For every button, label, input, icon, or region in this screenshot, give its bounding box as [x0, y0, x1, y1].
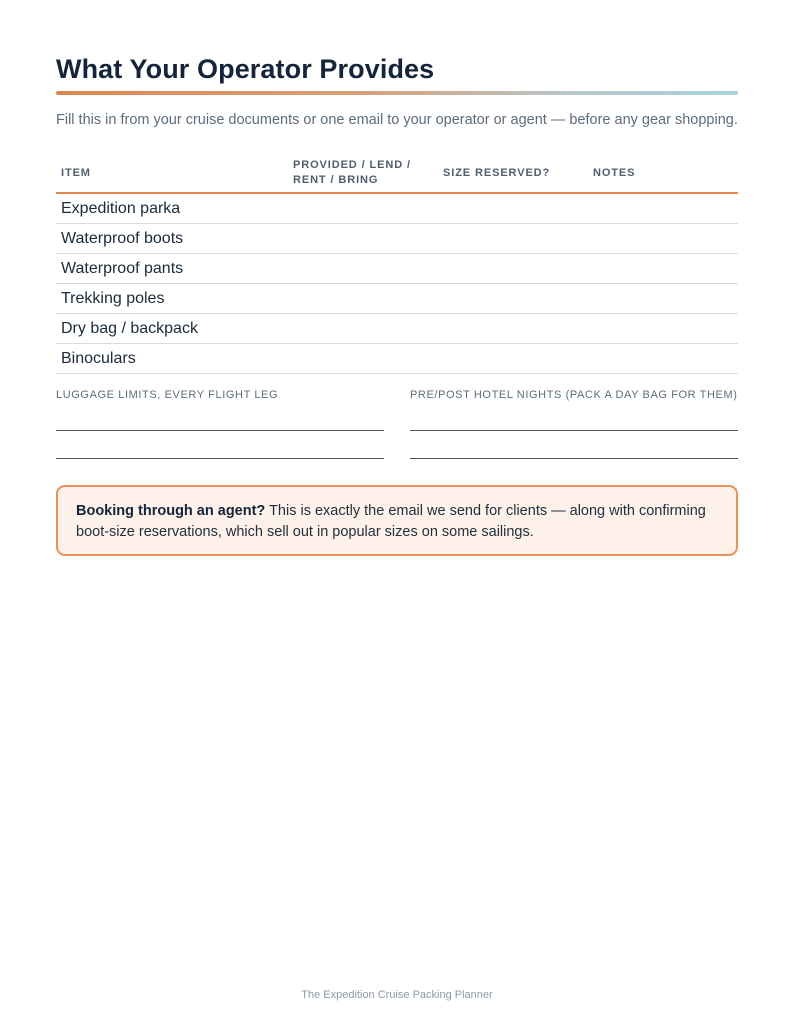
page-footer: The Expedition Cruise Packing Planner [301, 989, 493, 1001]
table-row [56, 224, 738, 254]
size-reserved-cell[interactable] [438, 344, 588, 374]
column-header-size-reserved: SIZE RESERVED? [438, 154, 588, 193]
hotel-nights-label: PRE/POST HOTEL NIGHTS (PACK A DAY BAG FOR THEM) [410, 389, 738, 401]
notes-cell[interactable] [588, 193, 738, 224]
size-reserved-cell[interactable] [438, 284, 588, 314]
table-row [56, 284, 738, 314]
size-reserved-cell[interactable] [438, 193, 588, 224]
size-reserved-cell[interactable] [438, 224, 588, 254]
provided-cell[interactable] [288, 284, 438, 314]
column-header-item: ITEM [56, 154, 288, 193]
table-row [56, 344, 738, 374]
luggage-limits-line-1[interactable] [56, 430, 384, 431]
gear-table [56, 154, 738, 374]
agent-callout [56, 485, 738, 556]
item-cell: Trekking poles [56, 284, 288, 314]
notes-cell[interactable] [588, 224, 738, 254]
item-cell: Waterproof boots [56, 224, 288, 254]
table-row [56, 254, 738, 284]
column-header-provided: PROVIDED / LEND / RENT / BRING [288, 154, 438, 193]
callout-text: This is exactly the email we send for clients — along with confirming boot-size reservations, which sell out in popular sizes on some sailings. [76, 503, 706, 540]
table-row [56, 314, 738, 344]
provided-cell[interactable] [288, 224, 438, 254]
callout-heading: Booking through an agent? [76, 503, 266, 519]
item-cell: Dry bag / backpack [56, 314, 288, 344]
table-header-row [56, 154, 738, 193]
provided-cell[interactable] [288, 254, 438, 284]
provided-cell[interactable] [288, 193, 438, 224]
title-gradient-rule [56, 91, 738, 95]
provided-cell[interactable] [288, 314, 438, 344]
item-cell: Expedition parka [56, 193, 288, 224]
hotel-nights-line-1[interactable] [410, 430, 738, 431]
notes-cell[interactable] [588, 254, 738, 284]
page-title: What Your Operator Provides [56, 54, 435, 84]
table-row [56, 193, 738, 224]
notes-cell[interactable] [588, 344, 738, 374]
size-reserved-cell[interactable] [438, 314, 588, 344]
luggage-limits-line-2[interactable] [56, 458, 384, 459]
notes-cell[interactable] [588, 284, 738, 314]
page-subtitle: Fill this in from your cruise documents or one email to your operator or agent — before any gear shopping. [56, 112, 738, 128]
notes-cell[interactable] [588, 314, 738, 344]
item-cell: Binoculars [56, 344, 288, 374]
hotel-nights-line-2[interactable] [410, 458, 738, 459]
size-reserved-cell[interactable] [438, 254, 588, 284]
item-cell: Waterproof pants [56, 254, 288, 284]
luggage-limits-label: LUGGAGE LIMITS, EVERY FLIGHT LEG [56, 389, 279, 401]
provided-cell[interactable] [288, 344, 438, 374]
column-header-notes: NOTES [588, 154, 738, 193]
